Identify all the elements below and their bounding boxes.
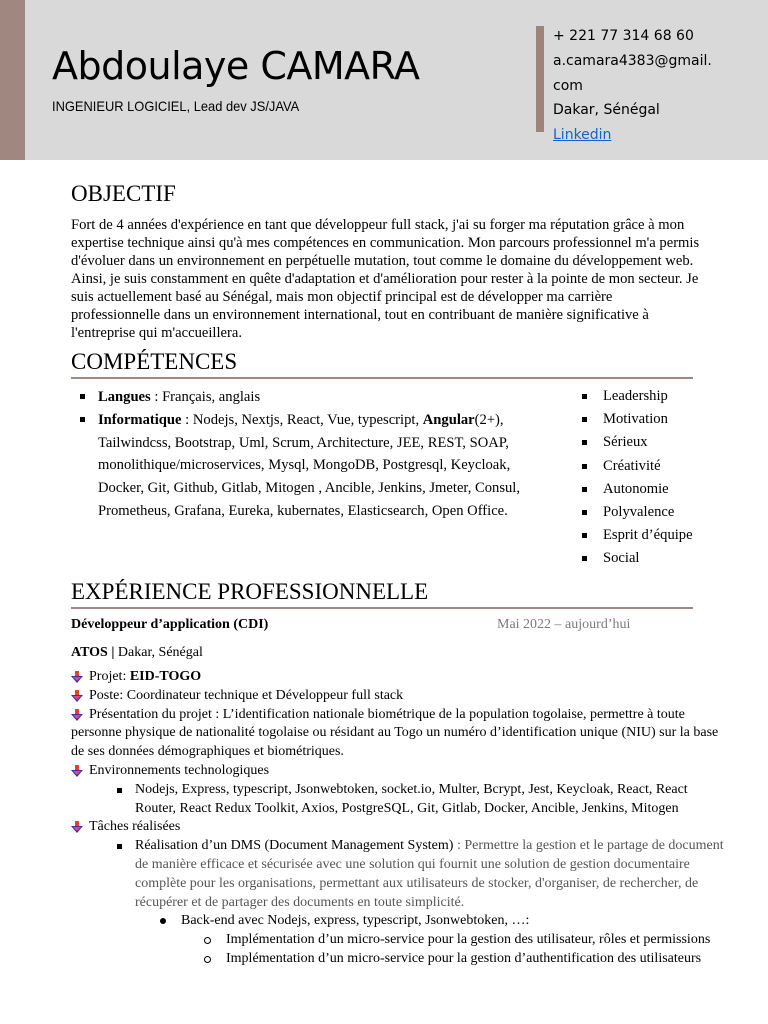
square-bullet-icon — [80, 417, 85, 422]
phone-number: + 221 77 314 68 60 — [553, 28, 694, 44]
arrow-down-bullet-icon — [71, 765, 83, 777]
list-item: Implémentation d’un micro-service pour la gestion d’authentification des utilisateurs — [71, 950, 731, 969]
section-title-competences: COMPÉTENCES — [71, 349, 238, 374]
list-item: Présentation du projet : L’identification nationale biométrique de la population togolaise, permettre à toute personne physique de nationalité togolaise ou résidant au Togo un numéro d’identification unique (NIU) sur la base de ses données démographiques et biométriques. — [71, 706, 719, 760]
square-bullet-icon — [117, 844, 122, 849]
square-bullet-icon — [582, 556, 587, 561]
square-bullet-icon — [582, 510, 587, 515]
circle-bullet-icon — [204, 937, 211, 944]
list-item: Back-end avec Nodejs, express, typescript, Jsonwebtoken, …: — [71, 912, 731, 931]
round-bullet-icon — [160, 918, 166, 924]
skill-value: (2+), Tailwindcss, Bootstrap, Uml, Scrum, Architecture, JEE, REST, SOAP, monolithique/microservices, Mysql, MongoDB, Postgresql, Keycloak, Docker, Git, Github, Gitlab, Mitogen , Ancible, Jenkins, Jmeter, Consul, — [98, 412, 520, 496]
list-item: Esprit d’équipe — [581, 524, 731, 547]
square-bullet-icon — [117, 788, 122, 793]
linkedin-link[interactable]: Linkedin — [553, 127, 612, 144]
contact-accent-bar — [536, 26, 544, 132]
list-item: Leadership — [581, 385, 731, 408]
skill-value: : Nodejs, Nextjs, React, Vue, typescript, — [181, 412, 423, 429]
objectif-paragraph: Fort de 4 années d'expérience en tant que développeur full stack, j'ai su forger ma réputation grâce à mon expertise technique ainsi qu'à mes compétences en communication. Mon parcours professionnel m'a permis d'évoluer dans un environnement en perpétuelle mutation, tout comme le domaine du développement web. Ainsi, je suis constamment en quête d'adaptation et d'amélioration pour rester à la pointe de mon secteur. Je suis actuellement basé au Sénégal, mais mon objectif principal est de développer ma carrière professionnelle dans un environnement international, tout en contribuant de manière significative à l'entreprise qui m'accueillera. — [71, 217, 700, 341]
experience-details — [71, 668, 731, 969]
list-item: Sérieux — [581, 431, 731, 454]
arrow-down-bullet-icon — [71, 690, 83, 702]
location: Dakar, Sénégal — [553, 102, 660, 119]
square-bullet-icon — [582, 487, 587, 492]
candidate-subtitle: INGENIEUR LOGICIEL, Lead dev JS/JAVA — [52, 98, 300, 114]
candidate-name: Abdoulaye CAMARA — [52, 44, 420, 88]
list-item: Implémentation d’un micro-service pour la gestion des utilisateur, rôles et permissions — [71, 931, 731, 950]
list-item — [80, 409, 550, 522]
square-bullet-icon — [582, 464, 587, 469]
contact-block — [553, 24, 753, 148]
list-item: Poste: Coordinateur technique et Développeur full stack — [71, 687, 731, 706]
list-item: Motivation — [581, 408, 731, 431]
list-item: Tâches réalisées — [71, 818, 731, 837]
list-item: Autonomie — [581, 478, 731, 501]
list-item: Environnements technologiques — [71, 762, 731, 781]
section-divider — [71, 607, 693, 609]
list-item: Social — [581, 547, 731, 570]
hard-skills-list — [80, 386, 550, 523]
list-item: Polyvalence — [581, 501, 731, 524]
job-date: Mai 2022 – aujourd’hui — [497, 617, 631, 632]
soft-skills-list — [581, 385, 731, 571]
skill-label: Informatique — [98, 412, 182, 429]
square-bullet-icon — [582, 440, 587, 445]
skill-value-continued: Prometheus, Grafana, Eureka, kubernates, Elasticsearch, Open Office. — [98, 503, 508, 520]
list-item: Projet: EID-TOGO — [71, 668, 731, 687]
job-title: Développeur d’application (CDI) — [71, 617, 269, 632]
arrow-down-bullet-icon — [71, 709, 83, 721]
circle-bullet-icon — [204, 956, 211, 963]
list-item: Nodejs, Express, typescript, Jsonwebtoken, socket.io, Multer, Bcrypt, Jest, Keycloak, React, React Router, React Redux Toolkit, Axios, PostgreSQL, Git, Gitlab, Docker, Ancible, Jenkins, Mitogen — [71, 781, 731, 819]
arrow-down-bullet-icon — [71, 821, 83, 833]
square-bullet-icon — [582, 394, 587, 399]
square-bullet-icon — [582, 417, 587, 422]
skill-highlight: Angular — [422, 412, 475, 429]
arrow-down-bullet-icon — [71, 671, 83, 683]
skill-label: Langues — [98, 389, 151, 405]
company: ATOS | Dakar, Sénégal — [71, 645, 203, 660]
accent-bar-left — [0, 0, 25, 160]
list-item: Créativité — [581, 455, 731, 478]
square-bullet-icon — [80, 394, 85, 399]
list-item — [80, 386, 550, 408]
square-bullet-icon — [582, 533, 587, 538]
list-item: Réalisation d’un DMS (Document Management System) : Permettre la gestion et le partage de document de manière efficace et sécurisée avec une solution qui fournit une solution de gestion documentaire complète pour les organisations, permettant aux utilisateurs de stocker, d'organiser, de rechercher, de récupérer et de partager des documents en toute simplicité. — [71, 837, 731, 912]
email-address: a.camara4383@gmail. com — [553, 52, 712, 94]
section-title-experience: EXPÉRIENCE PROFESSIONNELLE — [71, 579, 429, 604]
skill-value: : Français, anglais — [150, 389, 261, 405]
project-name: EID-TOGO — [129, 669, 202, 684]
section-divider — [71, 377, 693, 379]
section-title-objectif: OBJECTIF — [71, 181, 176, 206]
